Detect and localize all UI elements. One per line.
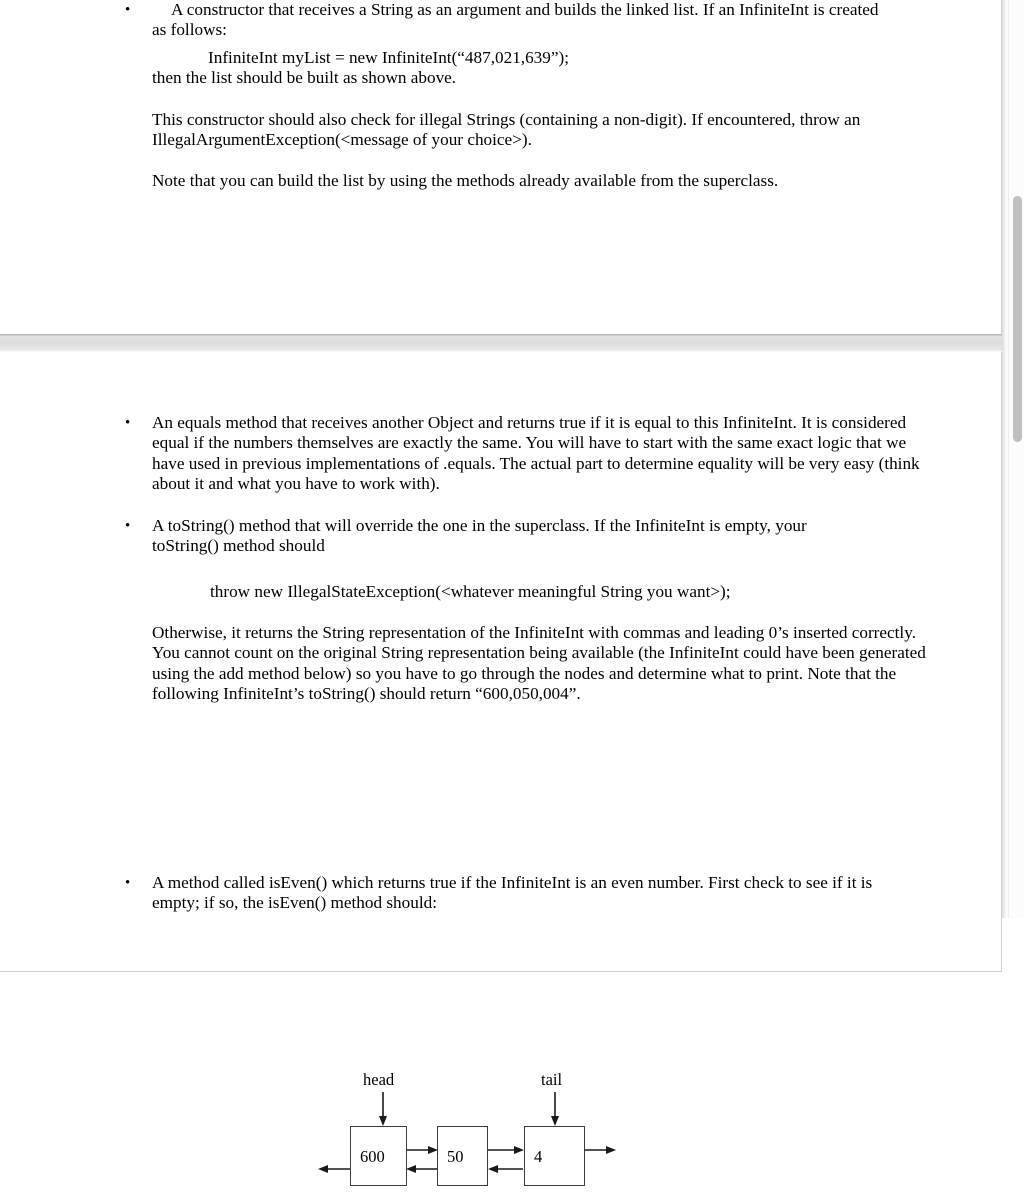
bullet-icon: • [125,415,131,431]
document-page-1 [0,0,1002,334]
bullet-item-constructor [0,0,1002,41]
list-node-3 [524,1126,585,1186]
constructor-line-3: then the list should be built as shown above. [152,68,457,87]
bullet-icon: • [125,518,131,534]
tostring-line-1: A toString() method that will override the one in the superclass. If the InfiniteInt is empty, your [152,516,807,535]
list-node-2-value: 50 [447,1147,464,1166]
equals-text: An equals method that receives another Object and returns true if it is equal to this InfiniteInt. It is considered equal if the numbers themselves are exactly the same. You will have to start with the same exact logic that we have used in previous implementations of .equals. The actual part to determine equality will be very easy (think about it and what you have to work with). [152,413,920,494]
bullet-item-equals [0,413,1002,495]
page-separator-gap [0,334,1007,352]
constructor-line-1: A constructor that receives a String as an argument and builds the linked list. If an InfiniteInt is created [171,0,879,19]
head-pointer-label: head [363,1070,395,1089]
bullet-icon: • [125,875,131,891]
list-node-3-value: 4 [534,1147,543,1166]
list-node-2 [437,1126,488,1186]
tail-pointer-label: tail [541,1070,563,1089]
page-edge-shadow [1002,0,1007,918]
vertical-scrollbar-track[interactable] [1008,0,1024,918]
constructor-code-sample: InfiniteInt myList = new InfiniteInt(“487,021,639”); [208,48,569,67]
list-node-1 [350,1126,407,1186]
paragraph-note-superclass: Note that you can build the list by using the methods already available from the superclass. [152,171,779,190]
constructor-line-2: as follows: [152,20,227,40]
paragraph-otherwise-tostring: Otherwise, it returns the String representation of the InfiniteInt with commas and leading 0’s inserted correctly. You cannot count on the original String representation being available (the InfiniteInt could have been generated using the add method below) so you have to go through the nodes and determine what to print. Note that the following InfiniteInt’s toString() should return “600,050,004”. [152,623,926,704]
tostring-line-2: toString() method should [152,536,325,556]
iseven-line-1: A method called isEven() which returns true if the InfiniteInt is an even number. First check to see if it is [152,873,873,892]
bullet-item-iseven [0,873,1002,914]
throw-statement-code: throw new IllegalStateException(<whatever meaningful String you want>); [210,582,731,601]
bullet-item-tostring [0,516,1002,557]
iseven-line-2: empty; if so, the isEven() method should: [152,893,437,913]
vertical-scrollbar-thumb[interactable] [1013,196,1022,442]
document-page-2 [0,352,1002,1166]
list-node-1-value: 600 [360,1147,385,1166]
linked-list-diagram [300,1070,640,1200]
paragraph-illegal-strings: This constructor should also check for illegal Strings (containing a non-digit). If encountered, throw an IllegalArgumentException(<message of your choice>). [152,110,861,150]
bullet-icon: • [125,2,131,18]
